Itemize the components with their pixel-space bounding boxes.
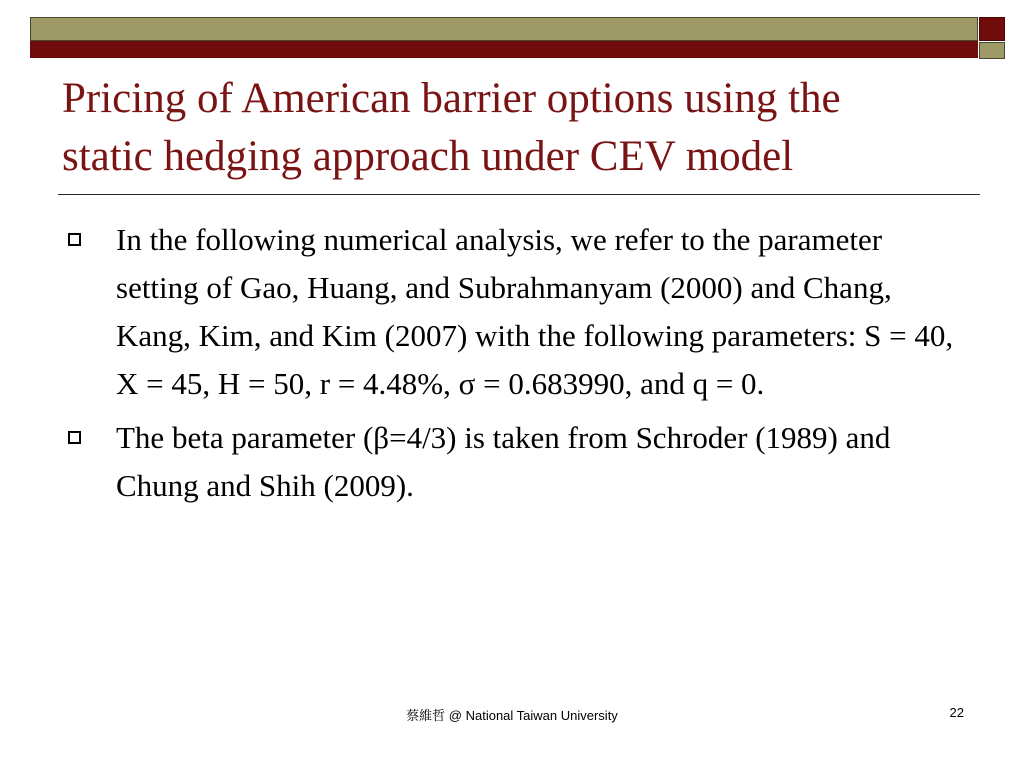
bullet-item bbox=[0, 414, 1024, 510]
header-decoration-bar bbox=[30, 17, 978, 58]
footer-text: 蔡維哲 @ National Taiwan University bbox=[406, 708, 618, 723]
bullet-list bbox=[0, 216, 1024, 516]
bullet-item bbox=[0, 216, 1024, 408]
bullet-text: In the following numerical analysis, we refer to the parameter setting of Gao, Huang, and Subrahmanyam (2000) and Chang, Kang, Kim, and Kim (2007) with the following parameters: S = 40, X = 45, H = 50, r = 4.48%, σ = 0.683990, and q = 0. bbox=[116, 222, 954, 401]
hollow-square-bullet-icon bbox=[68, 233, 81, 246]
slide-title-line-1: Pricing of American barrier options using the bbox=[62, 75, 841, 122]
olive-square-decoration bbox=[979, 42, 1005, 59]
title-divider bbox=[58, 194, 980, 195]
slide-title bbox=[62, 70, 1002, 186]
slide-title-line-2: static hedging approach under CEV model bbox=[62, 133, 794, 180]
maroon-square-decoration bbox=[979, 17, 1005, 41]
page-number: 22 bbox=[949, 705, 964, 720]
hollow-square-bullet-icon bbox=[68, 431, 81, 444]
maroon-stripe bbox=[30, 41, 978, 58]
olive-stripe bbox=[30, 17, 978, 41]
bullet-text: The beta parameter (β=4/3) is taken from Schroder (1989) and Chung and Shih (2009). bbox=[116, 420, 891, 503]
